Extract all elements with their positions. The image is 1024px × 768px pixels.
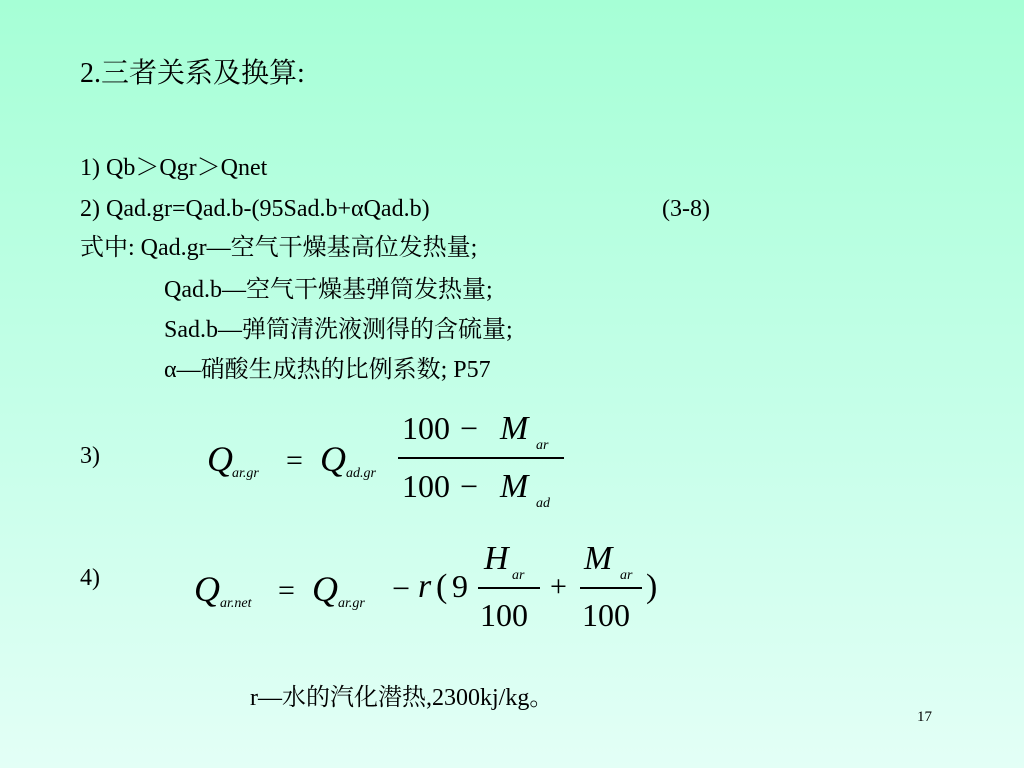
eq4-sub-left: ar.net bbox=[220, 596, 252, 611]
line-6: α—硝酸生成热的比例系数; P57 bbox=[164, 357, 491, 383]
eq3-num-sub: ar bbox=[536, 438, 549, 453]
latent-heat-note: r—水的汽化潜热,2300kj/kg。 bbox=[250, 685, 554, 711]
equation-3-label: 3) bbox=[80, 443, 100, 469]
eq4-q-right: Q bbox=[312, 569, 338, 609]
equation-reference: (3-8) bbox=[662, 196, 710, 222]
eq4-den-2: 100 bbox=[582, 597, 630, 633]
eq3-den-minus: − bbox=[460, 468, 479, 504]
eq4-plus: + bbox=[550, 570, 567, 603]
eq3-den-sub: ad bbox=[536, 496, 550, 511]
eq4-minus: − bbox=[392, 570, 411, 606]
eq4-num-m-sub: ar bbox=[620, 568, 633, 583]
eq3-den-m: M bbox=[500, 468, 529, 505]
slide-title: 2.三者关系及换算: bbox=[80, 58, 305, 89]
eq4-den-1: 100 bbox=[480, 597, 528, 633]
eq3-den-100: 100 bbox=[402, 468, 450, 504]
line-2: 2) Qad.gr=Qad.b-(95Sad.b+αQad.b) bbox=[80, 196, 430, 222]
eq4-fraction-bar-1 bbox=[478, 587, 540, 589]
eq4-num-m: M bbox=[584, 540, 613, 577]
eq4-right-paren: ) bbox=[646, 568, 658, 605]
eq4-nine: 9 bbox=[452, 568, 468, 604]
eq3-num-m: M bbox=[500, 410, 529, 447]
eq4-num-h-sub: ar bbox=[512, 568, 525, 583]
eq3-sub-left: ar.gr bbox=[232, 466, 259, 481]
page-number: 17 bbox=[917, 709, 932, 725]
eq4-fraction-bar-2 bbox=[580, 587, 642, 589]
eq3-num-100: 100 bbox=[402, 410, 450, 446]
eq4-left-paren: ( bbox=[436, 568, 448, 605]
eq3-equals: = bbox=[286, 444, 303, 477]
eq4-sub-right: ar.gr bbox=[338, 596, 365, 611]
eq3-num-minus: − bbox=[460, 410, 479, 446]
eq3-q-right: Q bbox=[320, 439, 346, 479]
line-3: 式中: Qad.gr—空气干燥基高位发热量; bbox=[80, 235, 478, 261]
equation-4-label: 4) bbox=[80, 565, 100, 591]
line-4: Qad.b—空气干燥基弹筒发热量; bbox=[164, 277, 493, 303]
eq3-sub-right: ad.gr bbox=[346, 466, 376, 481]
eq3-fraction-bar bbox=[398, 457, 564, 459]
eq4-q-left: Q bbox=[194, 569, 220, 609]
eq4-equals: = bbox=[278, 574, 295, 607]
eq4-num-h: H bbox=[484, 540, 509, 577]
line-1: 1) Qb＞Qgr＞Qnet bbox=[80, 155, 268, 181]
eq4-r: r bbox=[418, 568, 432, 605]
eq3-q-left: Q bbox=[207, 439, 233, 479]
line-5: Sad.b—弹筒清洗液测得的含硫量; bbox=[164, 317, 513, 343]
